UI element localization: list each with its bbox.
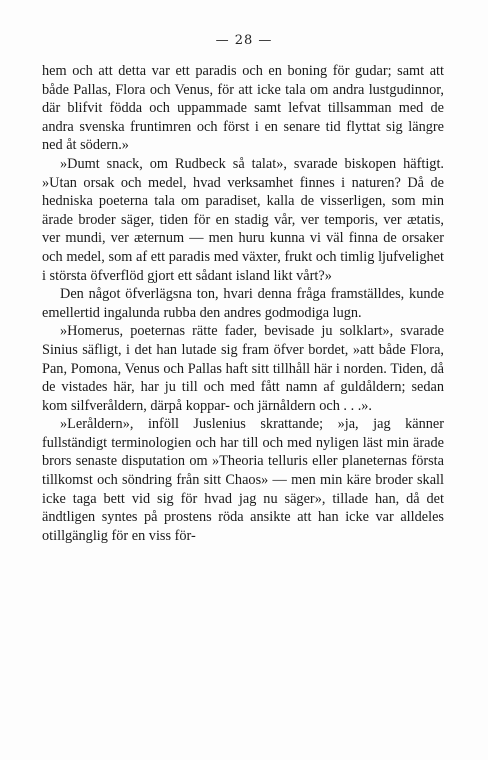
- page-number: — 28 —: [215, 33, 273, 48]
- paragraph: »Leråldern», inföll Juslenius skrattande; »ja, jag känner fullständigt terminologien och har till och med nyligen läst min ärade brors senaste disputation om »Theoria telluris eller planeternas första tillkomst och söndring från sitt Chaos» — men min käre broder skall icke taga bett vid sig för hvad jag nu säger», tillade han, då det ändtligen syntes på prostens röda ansikte att han icke var alldeles otillgänglig för en viss för-: [42, 416, 444, 544]
- body-text: [42, 62, 444, 545]
- paragraph: »Homerus, poeternas rätte fader, bevisade ju solklart», svarade Sinius säfligt, i det han lutade sig fram öfver bordet, »att både Flora, Pan, Pomona, Venus och Pallas haft sitt tillhåll här i norden. Tiden, då de vistades här, har ju till och med fått namn af guldåldern; sedan kom silfveråldern, därpå koppar- och järnåldern och . . .».: [42, 323, 444, 414]
- paragraph: hem och att detta var ett paradis och en boning för gudar; samt att både Pallas, Flora och Venus, för att icke tala om andra lustgudinnor, där blifvit födda och uppammade samt lefvat tillsamman med de andra svenska fruntimren och först i en senare tid flyttat sig längre ned åt södern.»: [42, 63, 444, 154]
- paragraph: »Dumt snack, om Rudbeck så talat», svarade biskopen häftigt. »Utan orsak och medel, hvad verksamhet finnes i naturen? Då de hedniska poeterna tala om paradiset, kalla de visserligen, som min ärade broder säger, tiden för en stadig vår, ver temporis, ver ætatis, ver mundi, ver æternum — men huru kunna vi väl finna de orsaker och medel, som af ett paradis med växter, frukt och timlig ljufvelighet i största öfverflöd gjort ett sådant island likt vårt?»: [42, 155, 444, 284]
- paragraph: Den något öfverlägsna ton, hvari denna fråga framställdes, kunde emellertid ingalunda rubba den andres godmodiga lugn.: [42, 286, 444, 321]
